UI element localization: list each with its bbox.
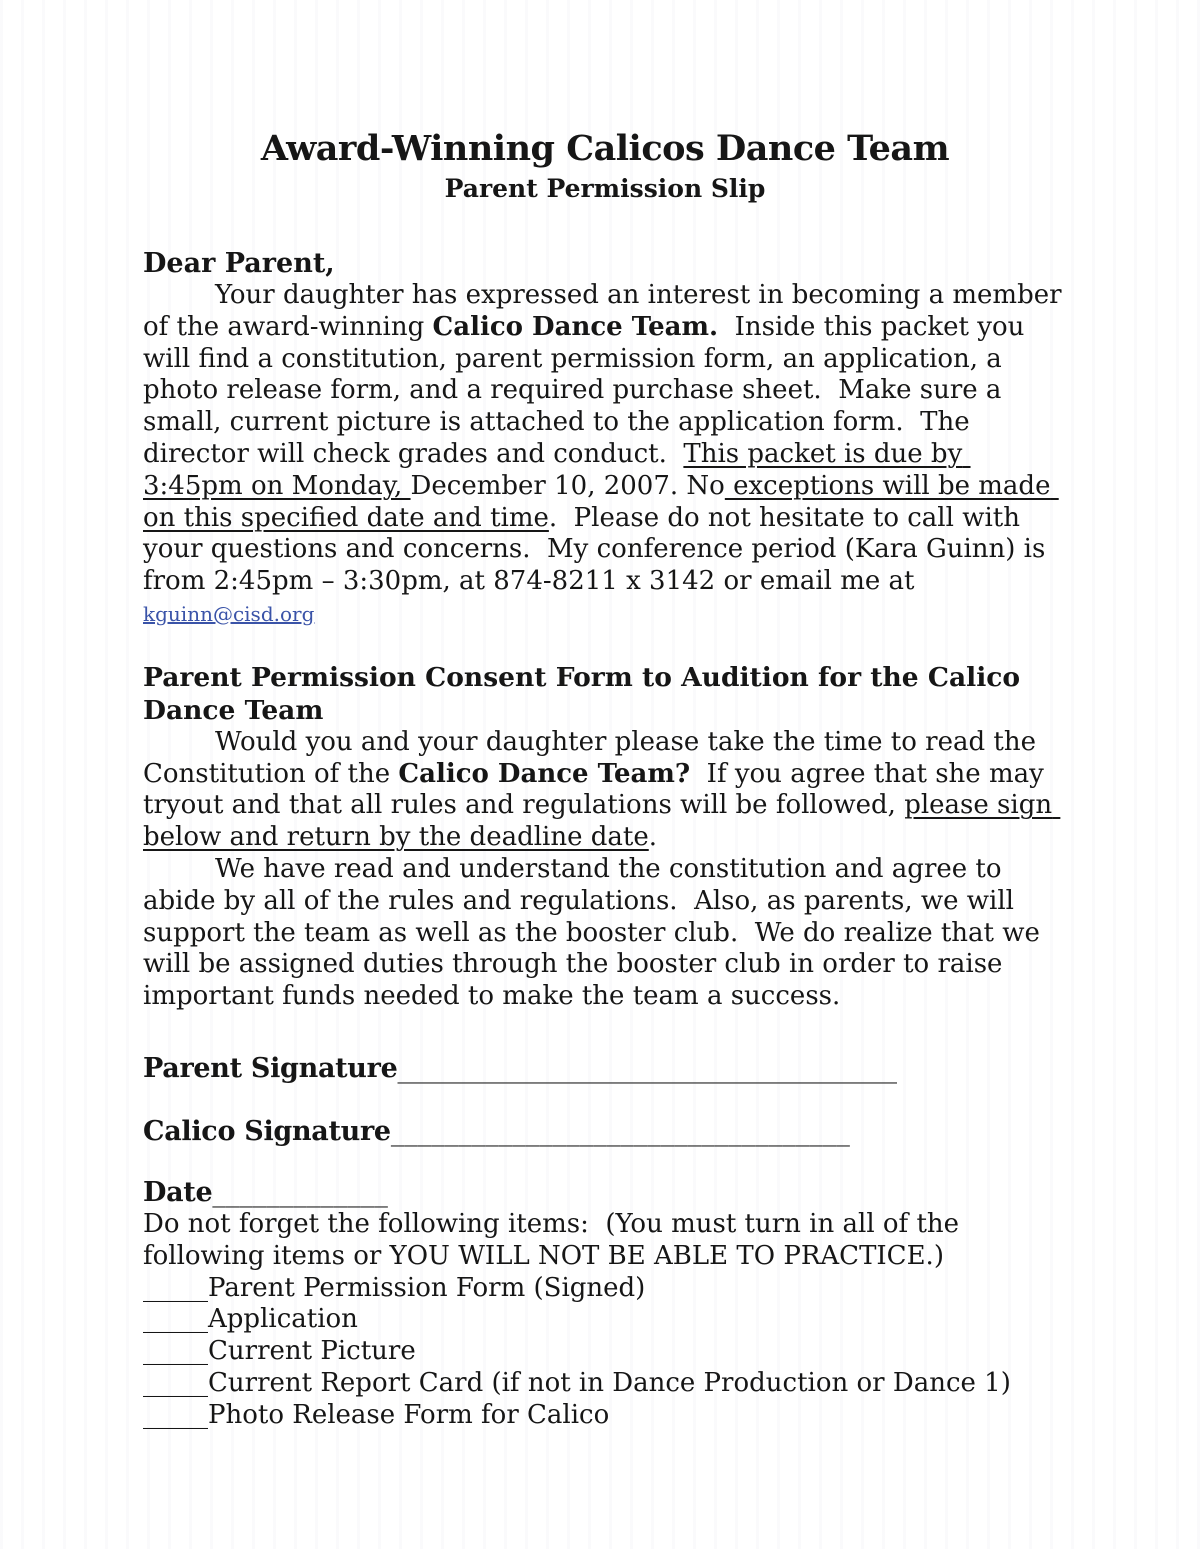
salutation: Dear Parent, <box>143 248 335 279</box>
checklist-blank-line: _____ <box>143 1336 208 1367</box>
checklist-blank-line: _____ <box>143 1399 208 1430</box>
checklist-item-label: Application <box>208 1304 358 1335</box>
date-label: Date <box>143 1176 213 1208</box>
document-content <box>143 128 1070 1432</box>
checklist-item <box>143 1336 1067 1368</box>
checklist-item <box>143 1400 1067 1432</box>
calico-signature-label: Calico Signature <box>143 1115 391 1147</box>
document-title: Award-Winning Calicos Dance Team <box>260 128 950 169</box>
checklist-item <box>143 1273 1067 1305</box>
checklist <box>143 1273 1067 1432</box>
parent-signature-label: Parent Signature <box>143 1052 398 1084</box>
document-subtitle: Parent Permission Slip <box>444 174 766 203</box>
text-run: December 10, 2007. No <box>410 470 725 501</box>
checklist-item <box>143 1368 1067 1400</box>
checklist-blank-line: _____ <box>143 1367 208 1398</box>
checklist-item-label: Photo Release Form for Calico <box>208 1399 610 1430</box>
text-run: This packet is due by 3:45pm on Monday, <box>143 438 971 501</box>
parent-signature-blank-line: _____________________________________ <box>397 1052 897 1084</box>
checklist-intro: Do not forget the following items: (You must turn in all of the following items or YOU WILL NOT BE ABLE TO PRACTICE.) <box>143 1208 968 1271</box>
calico-signature-blank-line: __________________________________ <box>390 1115 850 1147</box>
checklist-item-label: Parent Permission Form (Signed) <box>208 1272 646 1303</box>
checklist-blank-line: _____ <box>143 1304 208 1335</box>
text-run: Calico Dance Team. <box>432 311 719 342</box>
text-run: Inside this packet you will find a constitution, parent permission form, an application, a photo release form, and a required purchase sheet. Make sure a small, current picture is attached to the application form. The director will check grades and conduct. <box>143 311 1033 469</box>
text-run: Would you and your daughter please take the time to read the Constitution of the <box>143 726 1045 789</box>
checklist-item-label: Current Picture <box>208 1336 416 1367</box>
checklist-item-label: Current Report Card (if not in Dance Production or Dance 1) <box>208 1367 1011 1398</box>
text-run: . Please do not hesitate to call with your questions and concerns. My conference period (Kara Guinn) is from 2:45pm – 3:30pm, at 874-8211 x 3142 or email me at <box>143 502 1054 597</box>
text-run: If you agree that she may tryout and that all rules and regulations will be followed, <box>143 758 1053 821</box>
calico-signature-row <box>143 1116 1067 1148</box>
consent-paragraph <box>143 727 1067 854</box>
date-blank-line: _____________ <box>212 1176 388 1208</box>
checklist-blank-line: _____ <box>143 1272 208 1303</box>
text-run: exceptions will be made on this specified date and time <box>143 470 1059 533</box>
email-link[interactable]: kguinn@cisd.org <box>143 601 315 626</box>
text-run: Your daughter has expressed an interest in becoming a member of the award-winning <box>143 280 1070 342</box>
text-run: Calico Dance Team? <box>398 758 691 789</box>
consent-section-heading: Parent Permission Consent Form to Audition for the Calico Dance Team <box>143 661 1021 726</box>
parent-signature-row <box>143 1053 1067 1085</box>
text-run: please sign below and return by the deadline date <box>143 790 1061 853</box>
intro-paragraph <box>143 280 1070 631</box>
text-run: . <box>648 822 658 853</box>
agreement-paragraph: We have read and understand the constitution and agree to abide by all of the rules and regulations. Also, as parents, we will support the team as well as the booster club. We do realize that we will be assigned duties through the booster club in order to raise important funds needed to make the team a success. <box>143 853 1049 1012</box>
date-row <box>143 1177 1067 1209</box>
checklist-item <box>143 1304 1067 1336</box>
